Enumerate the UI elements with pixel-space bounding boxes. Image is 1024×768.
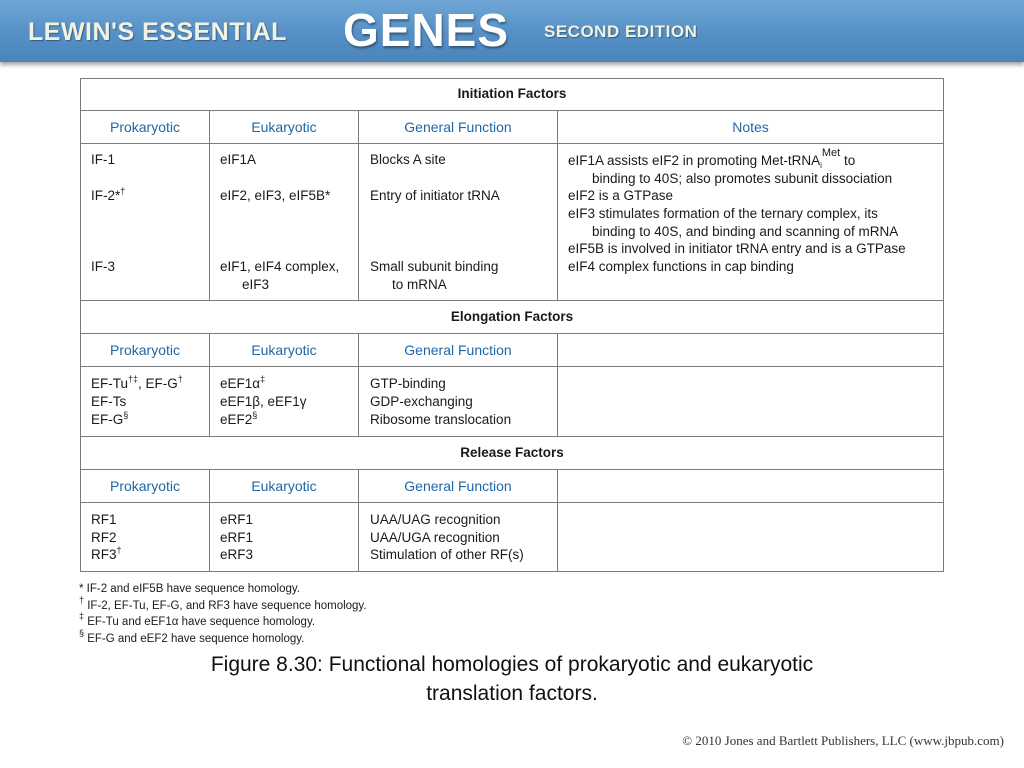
copyright-notice: © 2010 Jones and Bartlett Publishers, LLC (www.jbpub.com) [682,733,1004,748]
section-title-release: Release Factors [460,445,564,460]
cell-notes: binding to 40S; also promotes subunit dissociation [592,171,893,186]
cell-euk: eEF1α‡ [220,374,266,391]
cell-euk: eIF2, eIF3, eIF5B* [220,188,331,203]
col-header-prokaryotic: Prokaryotic [109,478,181,494]
table-col-line [557,469,558,571]
cell-prok: IF-3 [91,259,116,274]
cell-euk: eRF1 [220,529,254,545]
cell-func: UAA/UAG recognition [370,512,501,527]
cell-prok: IF-2*† [91,186,126,203]
table-border-top [80,78,944,79]
cell-prok: EF-Tu†‡, EF-G† [91,374,183,391]
cell-euk: eRF1 [220,512,254,527]
cell-prok: EF-G§ [91,409,129,427]
cell-func: UAA/UGA recognition [370,529,500,545]
cell-func: Small subunit binding [370,259,499,274]
cell-func: to mRNA [392,276,447,292]
table-col-line [358,110,359,300]
cell-euk: eIF1A [220,152,257,167]
cell-euk: eEF2§ [220,409,258,427]
brand-edition: SECOND EDITION [544,22,698,41]
footnote: ‡ EF-Tu and eEF1α have sequence homology. [79,611,316,628]
cell-func: GTP-binding [370,376,446,391]
cell-prok: RF1 [91,512,117,527]
table-border-left [80,78,81,572]
footnote: § EF-G and eEF2 have sequence homology. [79,627,305,645]
table-border-bottom [80,571,944,572]
col-header-eukaryotic: Eukaryotic [251,119,317,135]
col-header-general-function: General Function [404,119,512,135]
caption-line: translation factors. [426,682,598,705]
cell-notes: eIF2 is a GTPase [568,188,674,203]
cell-func: GDP-exchanging [370,394,473,409]
col-header-eukaryotic: Eukaryotic [251,478,317,494]
table-border-right [943,78,944,572]
cell-euk: eRF3 [220,547,254,562]
table-col-line [209,110,210,300]
brand-title-genes: GENES [343,4,510,56]
cell-euk: eEF1β, eEF1γ [220,394,307,409]
brand-title-part1: LEWIN'S ESSENTIAL [28,18,287,46]
col-header-prokaryotic: Prokaryotic [109,119,181,135]
title-banner [0,0,1024,62]
cell-prok: EF-Ts [91,394,127,409]
figure-caption [100,650,924,708]
footnote: † IF-2, EF-Tu, EF-G, and RF3 have sequence homology. [79,594,367,612]
cell-func: Ribosome translocation [370,411,512,427]
cell-func: Blocks A site [370,152,446,167]
cell-prok: RF3† [91,545,122,562]
section-title-initiation: Initiation Factors [457,86,567,101]
caption-line: Figure 8.30: Functional homologies of prokaryotic and eukaryotic [210,653,814,676]
col-header-notes: Notes [732,119,769,135]
footnote: * IF-2 and eIF5B have sequence homology. [79,583,300,595]
cell-notes: eIF1A assists eIF2 in promoting Met-tRNA$_i^{Met}$ to [568,147,856,170]
col-header-general-function: General Function [404,478,512,494]
cell-prok: RF2 [91,529,117,545]
cell-prok: IF-1 [91,152,116,167]
cell-notes: eIF4 complex functions in cap binding [568,259,794,274]
cell-notes: binding to 40S, and binding and scanning of mRNA [592,223,899,239]
table-line [80,436,944,437]
cell-notes: eIF5B is involved in initiator tRNA entry and is a GTPase [568,241,906,256]
table-col-line [557,110,558,300]
col-header-eukaryotic: Eukaryotic [251,342,317,358]
cell-notes: eIF3 stimulates formation of the ternary complex, its [568,206,878,221]
col-header-prokaryotic: Prokaryotic [109,342,181,358]
table-line [80,300,944,301]
cell-func: Stimulation of other RF(s) [370,547,524,562]
cell-euk: eIF1, eIF4 complex, [220,259,340,274]
section-title-elongation: Elongation Factors [450,309,574,324]
cell-euk: eIF3 [242,276,270,292]
col-header-general-function: General Function [404,342,512,358]
table-col-line [557,333,558,436]
cell-func: Entry of initiator tRNA [370,188,500,203]
